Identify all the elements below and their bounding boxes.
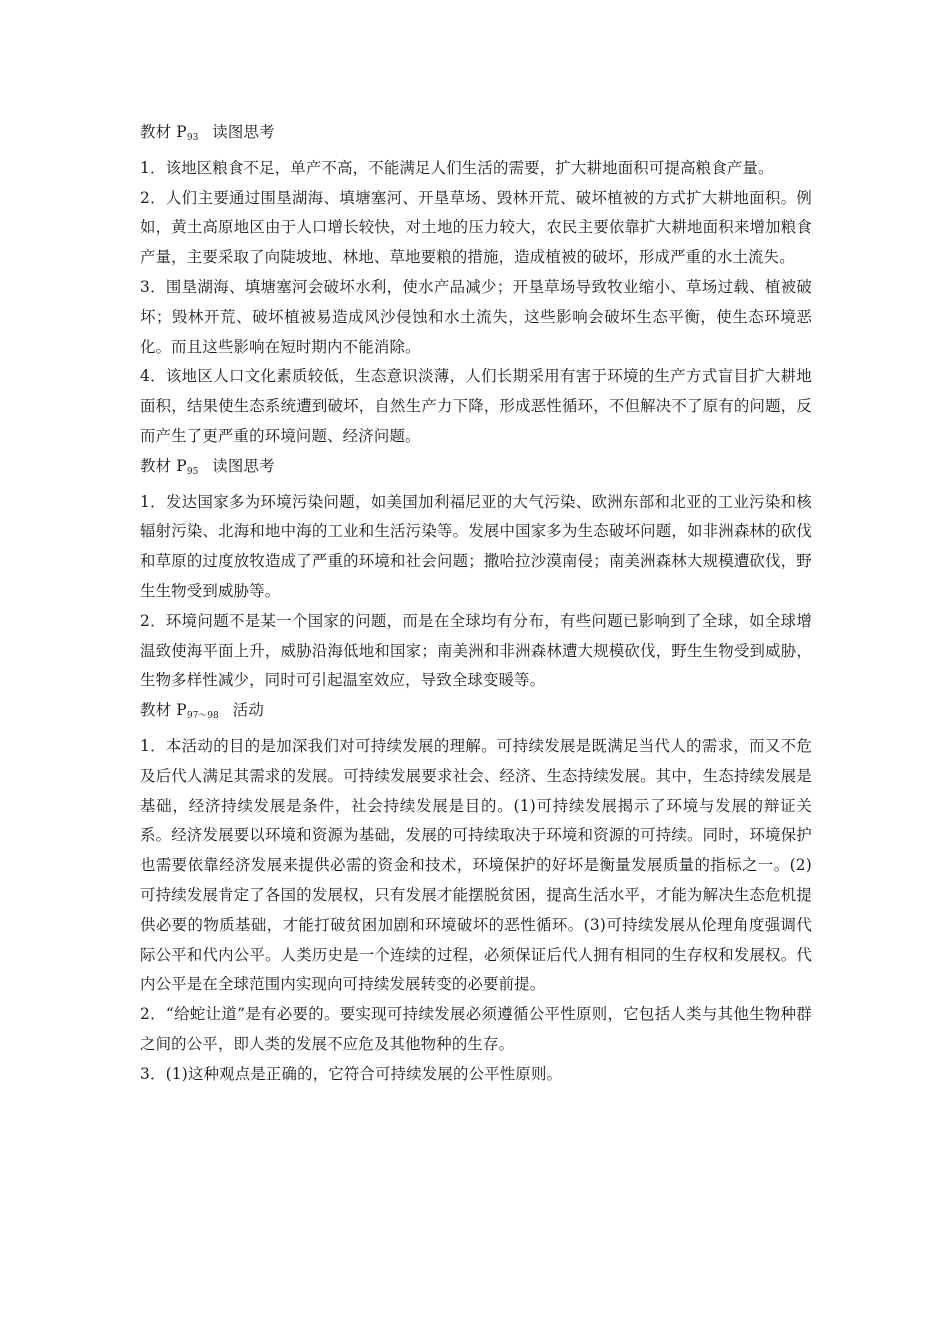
section-heading — [140, 118, 812, 154]
section-label: 活动 — [232, 701, 264, 720]
section-label: 读图思考 — [212, 456, 275, 475]
section-heading — [140, 452, 812, 488]
section-prefix: 教材 P — [140, 123, 187, 141]
answer-paragraph: 2．“给蛇让道”是有必要的。要实现可持续发展必须遵循公平性原则，它包括人类与其他生物种群之间的公平，即人类的发展不应危及其他物种的生存。 — [140, 1005, 812, 1053]
answer-paragraph: 2．环境问题不是某一个国家的问题，而是在全球均有分布，有些问题已影响到了全球，如全球增温致使海平面上升，威胁沿海低地和国家；南美洲和非洲森林遭大规模砍伐，野生生物受到威胁，生物多样性减少，同时可引起温室效应，导致全球变暖等。 — [140, 611, 812, 690]
page-subscript: 97～98 — [186, 711, 219, 722]
answer-paragraph: 1．该地区粮食不足，单产不高，不能满足人们生活的需要，扩大耕地面积可提高粮食产量。 — [140, 158, 774, 177]
page-subscript: 95 — [186, 466, 199, 477]
answer-paragraph: 3．围垦湖海、填塘塞河会破坏水利，使水产品减少；开垦草场导致牧业缩小、草场过载、植被破坏；毁林开荒、破坏植被易造成风沙侵蚀和水土流失，这些影响会破坏生态平衡，使生态环境恶化。而且这些影响在短时期内不能消除。 — [140, 277, 812, 356]
answer-paragraph: 4．该地区人口文化素质较低，生态意识淡薄，人们长期采用有害于环境的生产方式盲目扩大耕地面积，结果使生态系统遭到破坏，自然生产力下降，形成恶性循环，不但解决不了原有的问题，反而产生了更严重的环境问题、经济问题。 — [140, 367, 812, 445]
section-heading — [140, 696, 812, 732]
section-prefix: 教材 P — [140, 701, 187, 720]
section-label: 读图思考 — [212, 123, 275, 141]
answer-paragraph: 2．人们主要通过围垦湖海、填塘塞河、开垦草场、毁林开荒、破坏植被的方式扩大耕地面积。例如，黄土高原地区由于人口增长较快，对土地的压力较大，农民主要依靠扩大耕地面积来增加粮食产量，主要采取了向陡坡地、林地、草地要粮的措施，造成植被的破坏，形成严重的水土流失。 — [140, 188, 812, 267]
answer-paragraph: 3．(1)这种观点是正确的，它符合可持续发展的公平性原则。 — [140, 1064, 563, 1083]
document-page — [140, 118, 812, 1090]
answer-paragraph: 1．本活动的目的是加深我们对可持续发展的理解。可持续发展是既满足当代人的需求，而又不危及后代人满足其需求的发展。可持续发展要求社会、经济、生态持续发展。其中，生态持续发展是基础，经济持续发展是条件，社会持续发展是目的。(1)可持续发展揭示了环境与发展的辩证关系。经济发展要以环境和资源为基础，发展的可持续取决于环境和资源的可持续。同时，环境保护也需要依靠经济发展来提供必需的资金和技术，环境保护的好坏是衡量发展质量的指标之一。(2)可持续发展肯定了各国的发展权，只有发展才能摆脱贫困，提高生活水平，才能为解决生态危机提供必要的物质基础，才能打破贫困加剧和环境破坏的恶性循环。(3)可持续发展从伦理角度强调代际公平和代内公平。人类历史是一个连续的过程，必须保证后代人拥有相同的生存权和发展权。代内公平是在全球范围内实现向可持续发展转变的必要前提。 — [140, 736, 812, 994]
answer-paragraph: 1．发达国家多为环境污染问题，如美国加利福尼亚的大气污染、欧洲东部和北亚的工业污染和核辐射污染、北海和地中海的工业和生活污染等。发展中国家多为生态破坏问题，如非洲森林的砍伐和草原的过度放牧造成了严重的环境和社会问题；撒哈拉沙漠南侵；南美洲森林大规模遭砍伐，野生生物受到威胁等。 — [140, 492, 812, 600]
section-p93 — [140, 118, 812, 452]
section-prefix: 教材 P — [140, 456, 187, 475]
section-p95 — [140, 452, 812, 696]
page-subscript: 93 — [186, 133, 199, 143]
section-p97-98 — [140, 696, 812, 1089]
